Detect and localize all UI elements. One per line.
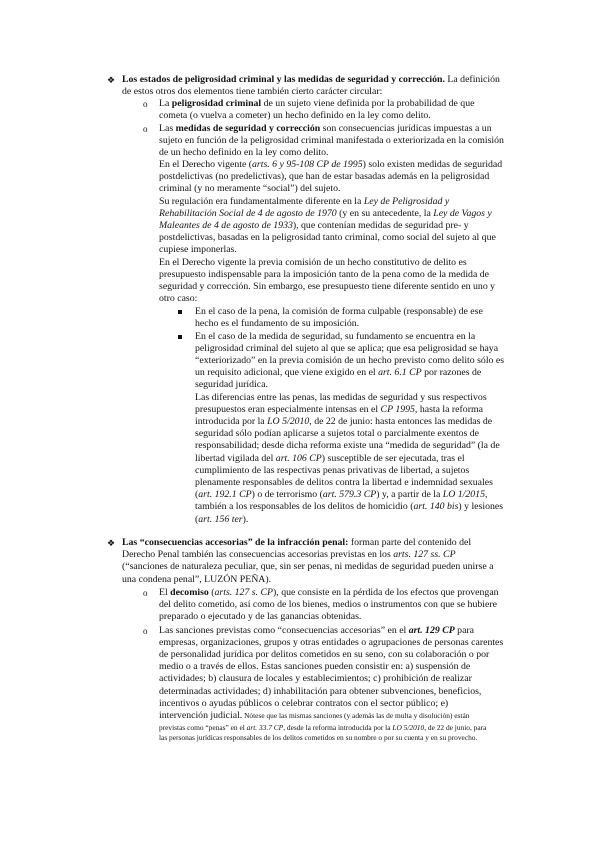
paragraph-line: Su regulación era fundamentalmente diferente en la Ley de Peligrosidad y — [159, 196, 450, 207]
paragraph-line: criminal (y no meramente “social”) del sujeto. — [159, 183, 341, 194]
section2-heading: Las “consecuencias accesorias” de la infracción penal: — [122, 537, 349, 548]
paragraph-line: sujeto en función de la peligrosidad criminal manifestada o exteriorizada en la comisión — [159, 135, 504, 146]
paragraph-line: cumplimiento de las respectivas penas privativas de libertad, a sujetos — [195, 465, 470, 476]
diamond-bullet-icon: ❖ — [107, 538, 116, 548]
paragraph-line: “exteriorizado” en la previa comisión de un hecho previsto como delito sólo es — [195, 355, 505, 366]
paragraph-line: una condena penal”, LUZÓN PEÑA). — [122, 574, 272, 585]
paragraph-line: Derecho Penal también las consecuencias accesorias previstas en los arts. 127 ss. CP — [122, 549, 456, 560]
paragraph-line: seguridad sólo podían aplicarse a sujetos total o parcialmente exentos de — [195, 428, 480, 439]
paragraph-line: preparado o ejecutado y de las ganancias obtenidas. — [159, 611, 362, 622]
paragraph-line: Las sanciones previstas como “consecuencias accesorias” en el art. 129 CP para — [159, 625, 475, 636]
footnote-line: previstas como “penas” en el art. 33.7 CP, desde la reforma introducida por la LO 5/2010, de 22 de junio, para — [159, 723, 487, 732]
footnote-line: las personas jurídicas responsables de los delitos cometidos en su nombre o por su cuenta y en su provecho. — [159, 733, 478, 742]
paragraph-line: del delito cometido, así como de los bienes, medios o instrumentos con que se hubiere — [159, 599, 497, 610]
paragraph-line: cometa (o vuelva a cometer) un hecho definido en la ley como delito. — [159, 110, 431, 121]
circle-bullet-icon: o — [143, 588, 148, 598]
circle-bullet-icon: o — [143, 99, 148, 109]
paragraph-line: un requisito adicional, que viene exigido en el art. 6.1 CP por razones de — [195, 367, 482, 378]
paragraph-line: El decomiso (arts. 127 s. CP), que consiste en la pérdida de los efectos que provengan — [159, 587, 499, 598]
paragraph-line: postdelictivas (no predelictivas), que han de estar basadas además en la peligrosidad — [159, 171, 490, 182]
diamond-bullet-icon: ❖ — [107, 75, 116, 85]
paragraph-line: Maleantes de 4 de agosto de 1933), que contenían medidas de seguridad pre- y — [159, 220, 469, 231]
paragraph-line: peligrosidad criminal del sujeto al que se aplica; que esa peligrosidad se haya — [195, 343, 499, 354]
paragraph-line: En el Derecho vigente (arts. 6 y 95-108 CP de 1995) solo existen medidas de seguridad — [159, 159, 503, 170]
paragraph-line: postdelictivas, basadas en la peligrosidad tanto criminal, como social del sujeto al que — [159, 232, 496, 243]
paragraph-line: de un hecho definido en la ley como delito. — [159, 147, 329, 158]
paragraph-line: actividades; b) clausura de locales y establecimientos; c) prohibición de realizar — [159, 673, 472, 684]
section1-heading-line: Los estados de peligrosidad criminal y las medidas de seguridad y corrección. La definición — [122, 74, 500, 85]
paragraph-line: En el caso de la pena, la comisión de forma culpable (responsable) de ese — [195, 306, 483, 317]
paragraph-line: libertad vigilada del art. 106 CP) susceptible de ser ejecutada, tras el — [195, 453, 465, 464]
section1-intro: de estos otros dos elementos tiene también cierto carácter circular: — [122, 86, 383, 97]
paragraph-line: presupuesto indispensable para la imposición tanto de la pena como de la medida de — [159, 269, 489, 280]
paragraph-line: Las medidas de seguridad y corrección son consecuencias jurídicas impuestas a un — [159, 123, 492, 134]
paragraph-line: La peligrosidad criminal de un sujeto viene definida por la probabilidad de que — [159, 98, 475, 109]
paragraph-line: Las diferencias entre las penas, las medidas de seguridad y sus respectivos — [195, 392, 487, 403]
paragraph-line: incentivos o ayudas públicos o celebrar contratos con el sector público; e) — [159, 698, 449, 709]
paragraph-line: hecho es el fundamento de su imposición. — [195, 318, 360, 329]
paragraph-line: introducida por la LO 5/2010, de 22 de junio: hasta entonces las medidas de — [195, 416, 493, 427]
paragraph-line: plenamente responsables de delitos contra la libertad e indemnidad sexuales — [195, 477, 493, 488]
paragraph-line: (“sanciones de naturaleza peculiar, que, sin ser penas, ni medidas de seguridad pueden unirse a — [122, 561, 494, 572]
paragraph-line: responsabilidad; desde dicha reforma existe una “medida de seguridad” (la de — [195, 440, 500, 451]
paragraph-line: En el caso de la medida de seguridad, su fundamento se encuentra en la — [195, 331, 476, 342]
section1-heading: Los estados de peligrosidad criminal y las medidas de seguridad y corrección. — [122, 74, 445, 85]
circle-bullet-icon: o — [143, 124, 148, 134]
paragraph-line: presupuestos eran especialmente intensas en el CP 1995, hasta la reforma — [195, 404, 483, 415]
paragraph-line: seguridad jurídica. — [195, 379, 268, 390]
square-bullet-icon — [178, 335, 182, 339]
circle-bullet-icon: o — [143, 626, 148, 636]
paragraph-line: (art. 192.1 CP) o de terrorismo (art. 579.3 CP) y, a partir de la LO 1/2015, — [195, 489, 488, 500]
paragraph-line: determinadas actividades; d) inhabilitación para obtener subvenciones, beneficios, — [159, 686, 482, 697]
section2-heading-line: Las “consecuencias accesorias” de la infracción penal: forman parte del contenido del — [122, 537, 472, 548]
paragraph-line: empresas, organizaciones, grupos y otras entidades o agrupaciones de personas carentes — [159, 637, 504, 648]
paragraph-line: Rehabilitación Social de 4 de agosto de 1970 (y en su antecedente, la Ley de Vagos y — [159, 208, 492, 219]
paragraph-line: En el Derecho vigente la previa comisión de un hecho constitutivo de delito es — [159, 257, 467, 268]
paragraph-line: medio o a través de ellos. Estas sanciones pueden consistir en: a) suspensión de — [159, 661, 471, 672]
paragraph-line: seguridad y corrección. Sin embargo, ese presupuesto tiene diferente sentido en uno y — [159, 281, 496, 292]
paragraph-line: otro caso: — [159, 293, 198, 304]
paragraph-line: de personalidad jurídica por delitos cometidos en su seno, con su colaboración o por — [159, 649, 490, 660]
square-bullet-icon — [178, 310, 182, 314]
paragraph-line: cupiese imponerlas. — [159, 244, 237, 255]
paragraph-line: intervención judicial. Nótese que las mismas sanciones (y además las de multa y disolución) están — [159, 710, 470, 721]
paragraph-line: también a los responsables de los delitos de homicidio (art. 140 bis) y lesiones — [195, 501, 504, 512]
paragraph-line: (art. 156 ter). — [195, 514, 249, 525]
